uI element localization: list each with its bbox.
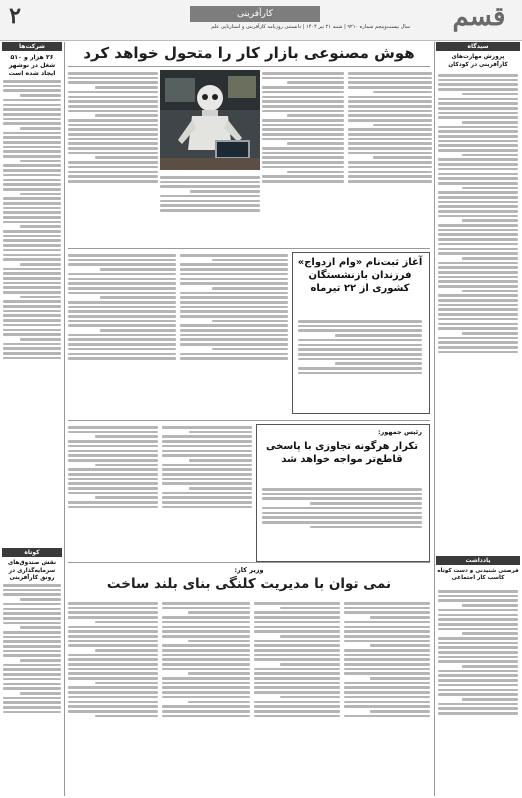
president-kicker: رئیس جمهور: xyxy=(377,428,422,436)
right-box-label: سیدگاه xyxy=(436,42,520,51)
page-number: ۲ xyxy=(9,3,21,29)
middle-left-text-1 xyxy=(68,252,176,418)
president-headline: تکرار هرگونه تجاوزی با پاسخی قاطع‌تر مواجه خواهد شد xyxy=(266,441,418,465)
bottom-col-1 xyxy=(344,600,430,794)
top-section-rule xyxy=(68,248,430,249)
registration-body xyxy=(298,318,422,408)
left-body-text xyxy=(3,78,61,548)
left-bottom-body xyxy=(3,582,61,794)
bottom-col-3 xyxy=(162,600,250,794)
top-article-col-4 xyxy=(160,174,260,246)
left-box-label: شرکت‌ها xyxy=(2,42,62,51)
right-bottom-headline: فرصتی شنیدنی و دست کوتاه کاسب کار اجتماعی xyxy=(437,568,519,582)
top-headline-rule xyxy=(68,66,430,67)
left-bottom-box-label: کوتاه xyxy=(2,548,62,557)
top-article-col-3 xyxy=(68,70,158,246)
right-box-label-bar xyxy=(436,42,520,52)
right-column-divider xyxy=(434,42,435,796)
middle-left-text-2 xyxy=(180,252,288,418)
left-headline: ۲۶ هزار و ۵۱۰ شغل در نوشهر ایجاد شده است xyxy=(8,54,56,77)
bottom-headline: نمی توان با مدیریت کلنگی بنای بلند ساخت xyxy=(106,576,392,592)
right-bottom-box-bar xyxy=(436,556,520,566)
robot-illustration xyxy=(160,70,260,170)
minister-kicker: وزیر کار: xyxy=(234,566,264,574)
newspaper-logo: قسم xyxy=(452,2,506,32)
right-headline: پرورش مهارت‌های کارآفرینی در کودکان xyxy=(448,54,508,68)
registration-headline: آغاز ثبت‌نام «وام ازدواج» فرزندان بازنشستگان کشوری از ۲۲ تیرماه xyxy=(297,257,423,294)
left-column-divider xyxy=(64,42,65,796)
bottom-col-2 xyxy=(254,600,340,794)
issue-info: سال بیست‌وپنجم شماره ۹۲۱۰ | شنبه ۲۱ تیر ۱۴۰۴ | دانستنی روزنامه کارآفرینی و استارتاپی علم xyxy=(211,24,410,30)
lower-text-2 xyxy=(162,424,252,560)
top-headline: هوش مصنوعی بازار کار را متحول خواهد کرد xyxy=(83,44,415,62)
right-body-text xyxy=(438,72,518,552)
lower-text-1 xyxy=(68,424,158,560)
bottom-col-4 xyxy=(68,600,158,794)
right-bottom-body xyxy=(438,588,518,794)
robot-photo xyxy=(160,70,260,170)
top-article-col-2 xyxy=(262,70,344,246)
middle-section-rule xyxy=(68,420,430,421)
president-body xyxy=(262,486,422,556)
section-title: کارآفرینی xyxy=(190,6,320,22)
left-bottom-box-bar xyxy=(2,548,62,558)
left-bottom-headline: نقش صندوق‌های سرمایه‌گذاری در رونق کارآفرینی xyxy=(7,560,57,581)
left-box-label-bar xyxy=(2,42,62,52)
top-article-col-1 xyxy=(348,70,432,246)
right-bottom-box-label: یادداشت xyxy=(436,556,520,565)
lower-section-rule xyxy=(68,562,430,563)
